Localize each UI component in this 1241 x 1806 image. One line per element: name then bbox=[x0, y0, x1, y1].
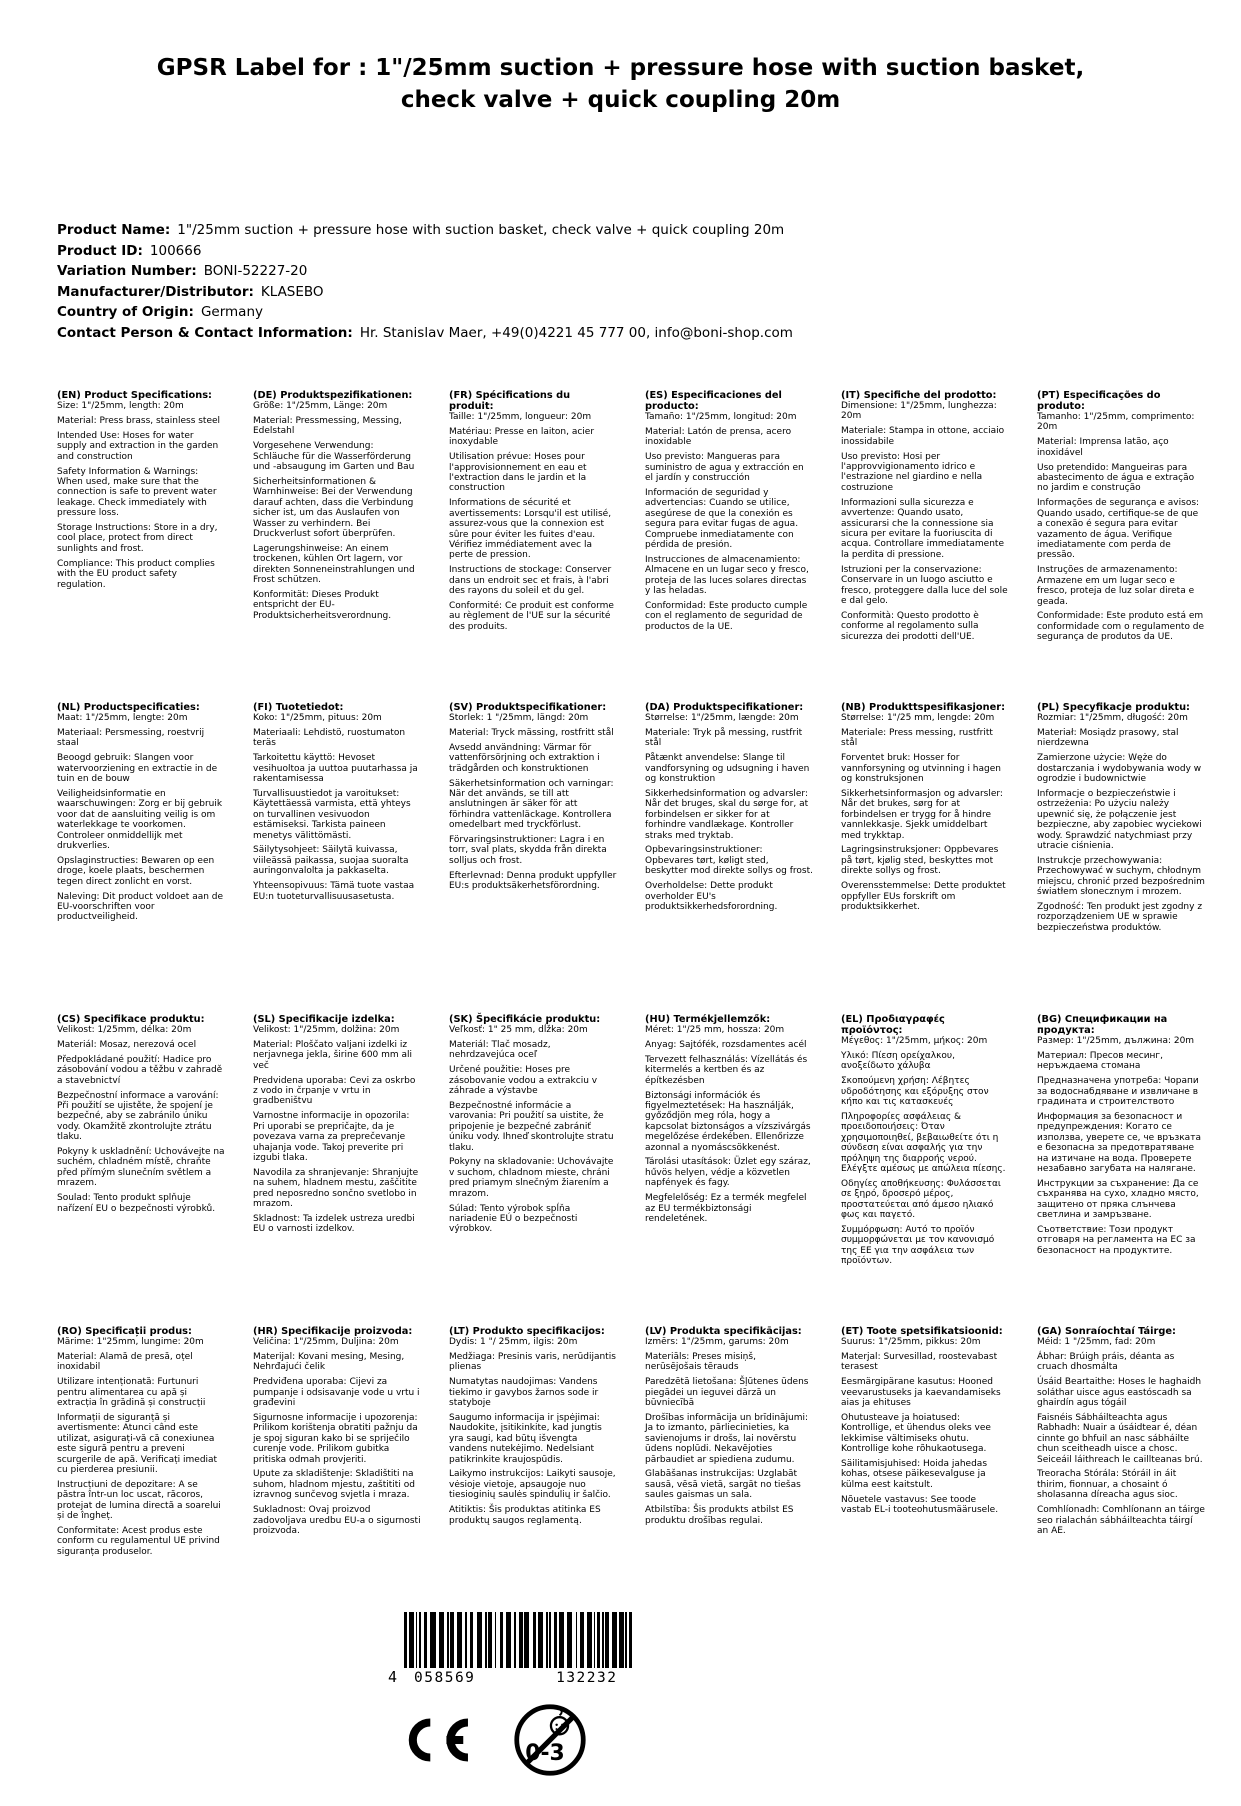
spec-paragraph: Anyag: Sajtófék, rozsdamentes acél bbox=[645, 1039, 807, 1050]
spec-paragraph: Material: Alamă de presă, oțel inoxidabil bbox=[57, 1351, 193, 1373]
lang-header-en: (EN) Product Specifications: bbox=[57, 390, 212, 401]
lang-block-lt bbox=[449, 1326, 617, 1562]
lang-block-da bbox=[645, 702, 813, 1014]
spec-paragraph: Efterlevnad: Denna produkt uppfyller EU:s produktsäkerhetsförordning. bbox=[449, 870, 617, 892]
barcode-digit-group-left: 058569 bbox=[414, 1670, 476, 1686]
spec-paragraph: Safety Information & Warnings: When used, make sure that the connection is safe to prevent water leakage. Check immediately with pressure loss. bbox=[57, 466, 217, 519]
spec-paragraph: Comhlíonadh: Comhlíonann an táirge seo rialachán sábháilteachta táirgí an AE. bbox=[1037, 1505, 1205, 1536]
lang-block-ga bbox=[1037, 1326, 1205, 1562]
spec-paragraph: Určené použitie: Hoses pre zásobovanie vodou a extrakciu v záhrade a výstavbe bbox=[449, 1065, 598, 1097]
lang-block-sv bbox=[449, 702, 617, 1014]
lang-header-cs: (CS) Specifikace produktu: bbox=[57, 1014, 205, 1025]
barcode-bar bbox=[619, 1612, 624, 1668]
barcode-bar bbox=[500, 1612, 503, 1668]
spec-paragraph: Numatytas naudojimas: Vandens tiekimo ir gavybos žarnos sode ir statyboje bbox=[449, 1377, 599, 1409]
barcode-digits bbox=[404, 1668, 633, 1686]
spec-paragraph: Sikkerhedsinformation og advarsler: Når det bruges, skal du sørge for, at forbindelsen er sikker for at forhindre vandlækage. Kontroller straks med tryktab. bbox=[645, 788, 809, 841]
spec-paragraph: Tárolási utasítások: Üzlet egy száraz, hűvös helyen, védje a közvetlen napfények és fagy. bbox=[645, 1157, 811, 1189]
spec-paragraph: Materiál: Tlač mosadz, nehrdzavejúca oceľ bbox=[449, 1039, 551, 1061]
spec-paragraph: Zamierzone użycie: Węże do dostarczania i wydobywania wody w ogrodzie i budownictwie bbox=[1037, 753, 1202, 785]
product-info bbox=[57, 220, 1187, 343]
lang-block-ro bbox=[57, 1326, 225, 1562]
spec-paragraph: Förvaringsinstruktioner: Lagra i en torr, sval plats, skydda från direkta solljus och frost. bbox=[449, 835, 607, 866]
spec-paragraph: Opslaginstructies: Bewaren op een droge, koele plaats, beschermen tegen direct zonlicht en vorst. bbox=[57, 855, 215, 887]
spec-paragraph: Materiaali: Lehdistö, ruostumaton teräs bbox=[253, 727, 406, 749]
spec-paragraph: Rozmiar: 1"/25mm, długość: 20m bbox=[1037, 713, 1188, 723]
spec-paragraph: Mărime: 1"25mm, lungime: 20m bbox=[57, 1337, 204, 1347]
barcode-bar bbox=[447, 1612, 449, 1668]
spec-paragraph: Koko: 1"/25mm, pituus: 20m bbox=[253, 713, 382, 723]
lang-header-hr: (HR) Specifikacije proizvoda: bbox=[253, 1326, 413, 1337]
spec-paragraph: Größe: 1"/25mm, Länge: 20m bbox=[253, 401, 388, 411]
spec-paragraph: Pokyny k uskladnění: Uchovávejte na suchém, chladném místě, chraňte před přímým slunečním světlem a mrazem. bbox=[57, 1147, 225, 1189]
barcode-bar bbox=[416, 1612, 418, 1668]
spec-paragraph: Material: Imprensa latão, aço inoxidável bbox=[1037, 437, 1169, 458]
manufacturer-line bbox=[57, 282, 1187, 303]
barcode-bar bbox=[519, 1612, 522, 1668]
spec-paragraph: Materiał: Mosiądz prasowy, stal nierdzewna bbox=[1037, 727, 1179, 749]
spec-paragraph: Megfelelőség: Ez a termék megfelel az EU termékbiztonsági rendeletének. bbox=[645, 1193, 807, 1224]
origin-line bbox=[57, 302, 1187, 323]
spec-paragraph: Compliance: This product complies with the EU product safety regulation. bbox=[57, 558, 215, 590]
spec-paragraph: Storage Instructions: Store in a dry, cool place, protect from direct sunlights and frost. bbox=[57, 523, 218, 554]
lang-header-da: (DA) Produktspecifikationer: bbox=[645, 702, 804, 713]
lang-header-lt: (LT) Produkto specifikacijos: bbox=[449, 1326, 605, 1337]
lang-body-et bbox=[841, 1337, 1009, 1516]
lang-block-hr bbox=[253, 1326, 421, 1562]
spec-paragraph: Μέγεθος: 1"/25mm, μήκος: 20m bbox=[841, 1036, 988, 1046]
spec-paragraph: Soulad: Tento produkt splňuje nařízení EU o bezpečnosti výrobků. bbox=[57, 1193, 216, 1214]
spec-paragraph: Størrelse: 1"/25mm, længde: 20m bbox=[645, 713, 799, 723]
barcode-digit-group-right: 132232 bbox=[556, 1670, 618, 1686]
spec-paragraph: Ábhar: Brúigh práis, déanta as cruach dhosmálta bbox=[1037, 1351, 1175, 1373]
spec-paragraph: Instrukcje przechowywania: Przechowywać w suchym, chłodnym miejscu, chronić przed bezpośrednim światłem słonecznym i mrozem. bbox=[1037, 855, 1205, 898]
contact-label: Contact Person & Contact Information: bbox=[57, 324, 353, 341]
lang-block-sk bbox=[449, 1014, 617, 1326]
lang-block-fi bbox=[253, 702, 421, 1014]
lang-block-en bbox=[57, 390, 225, 702]
lang-body-lt bbox=[449, 1337, 617, 1526]
lang-body-nl bbox=[57, 713, 225, 923]
lang-body-lv bbox=[645, 1337, 813, 1526]
spec-paragraph: Πληροφορίες ασφάλειας & προειδοποιήσεις: Όταν χρησιμοποιηθεί, βεβαιωθείτε ότι η σύνδεση είναι ασφαλής για την πρόληψη της διαρροής νερού. Ελέγξτε αμέσως με απώλεια πίεσης. bbox=[841, 1111, 1006, 1174]
barcode-bar bbox=[629, 1612, 632, 1668]
barcode bbox=[388, 1612, 688, 1686]
barcode-bar bbox=[424, 1612, 427, 1668]
spec-paragraph: Tamaño: 1"/25mm, longitud: 20m bbox=[645, 412, 797, 422]
spec-paragraph: Laikymo instrukcijos: Laikyti sausoje, vėsioje vietoje, apsaugoje nuo tiesioginių saulės spindulių ir šalčio. bbox=[449, 1469, 616, 1501]
spec-paragraph: Istruzioni per la conservazione: Conservare in un luogo asciutto e fresco, proteggere dalla luce del sole e dal gelo. bbox=[841, 564, 1008, 606]
lang-body-cs bbox=[57, 1025, 225, 1214]
gpsr-label-page bbox=[0, 52, 1241, 1806]
spec-paragraph: Υλικό: Πίεση ορείχαλκου, ανοξείδωτο χάλυβα bbox=[841, 1050, 955, 1072]
spec-paragraph: Instruções de armazenamento: Armazene em um lugar seco e fresco, proteja de luz solar direta e geada. bbox=[1037, 565, 1195, 607]
lang-block-nb bbox=[841, 702, 1009, 1014]
barcode-bar bbox=[439, 1612, 444, 1668]
lang-block-it bbox=[841, 390, 1009, 702]
lang-header-hu: (HU) Termékjellemzők: bbox=[645, 1014, 771, 1025]
barcode-bar bbox=[495, 1612, 497, 1668]
spec-paragraph: Instrucțiuni de depozitare: A se păstra într-un loc uscat, răcoros, protejat de lumina directă a soarelui și de îngheț. bbox=[57, 1479, 221, 1522]
spec-paragraph: Materiale: Tryk på messing, rustfrit stål bbox=[645, 727, 803, 749]
lang-body-ga bbox=[1037, 1337, 1205, 1536]
spec-paragraph: Materiaal: Persmessing, roestvrij staal bbox=[57, 727, 205, 749]
spec-paragraph: Instructions de stockage: Conserver dans un endroit sec et frais, à l'abri des rayons du soleil et du gel. bbox=[449, 565, 612, 597]
spec-paragraph: Conformità: Questo prodotto è conforme al regolamento sulla sicurezza dei prodotti dell'UE. bbox=[841, 610, 979, 642]
spec-paragraph: Pokyny na skladovanie: Uchovávajte v suchom, chladnom mieste, chráni pred priamym slnečným žiarením a mrazom. bbox=[449, 1157, 614, 1199]
barcode-bar bbox=[580, 1612, 583, 1668]
spec-paragraph: Tervezett felhasználás: Vízellátás és kitermelés a kertben és az építkezésben bbox=[645, 1054, 808, 1086]
spec-paragraph: Taille: 1"/25mm, longueur: 20m bbox=[449, 412, 592, 422]
spec-paragraph: Faisnéis Sábháilteachta agus Rabhadh: Nuair a úsáidtear é, déan cinnte go bhfuil an nasc sábháilte chun sceitheadh uisce a chosc. Seiceáil láithreach le caillteanas brú. bbox=[1037, 1412, 1203, 1465]
variation-number-line bbox=[57, 261, 1187, 282]
lang-block-sl bbox=[253, 1014, 421, 1326]
spec-paragraph: Размер: 1"/25mm, дължина: 20m bbox=[1037, 1036, 1195, 1046]
contact-line bbox=[57, 323, 1187, 344]
spec-paragraph: Utilisation prévue: Hoses pour l'approvisionnement en eau et l'extraction dans le jardin et la construction bbox=[449, 452, 587, 494]
lang-header-sv: (SV) Produktspecifikationer: bbox=[449, 702, 607, 713]
barcode-bar bbox=[524, 1612, 529, 1668]
spec-paragraph: Инструкции за съхранение: Да се съхранява на сухо, хладно място, защитено от пряка слънчева светлина и замръзване. bbox=[1037, 1178, 1199, 1221]
barcode-bar bbox=[419, 1612, 421, 1668]
lang-body-fi bbox=[253, 713, 421, 902]
barcode-bar bbox=[485, 1612, 487, 1668]
lang-header-pt: (PT) Especificações do produto: bbox=[1037, 390, 1161, 412]
spec-paragraph: Materiál: Mosaz, nerezová ocel bbox=[57, 1039, 197, 1050]
spec-paragraph: Материал: Пресов месинг, неръждаема стомана bbox=[1037, 1050, 1164, 1072]
spec-paragraph: Tamanho: 1"/25mm, comprimento: 20m bbox=[1037, 412, 1195, 433]
spec-paragraph: Material: Ploščato valjani izdelki iz nerjavnega jekla, širine 600 mm ali več bbox=[253, 1039, 413, 1071]
spec-paragraph: Sicherheitsinformationen & Warnhinweise: Bei der Verwendung darauf achten, dass die Verbindung sicher ist, um das Auslaufen von Wasser zu verhindern. Bei Druckverlust sofort überprüfen. bbox=[253, 476, 414, 539]
lang-body-fr bbox=[449, 412, 617, 632]
lang-header-es: (ES) Especificaciones del producto: bbox=[645, 390, 782, 412]
spec-paragraph: Treoracha Stórála: Stóráil in áit thirim, fionnuar, a chosaint ó sholasanna díreacha agus sioc. bbox=[1037, 1469, 1178, 1501]
variation-number-value: BONI-52227-20 bbox=[203, 263, 308, 279]
lang-body-pt bbox=[1037, 412, 1205, 643]
spec-paragraph: Súlad: Tento výrobok spĺňa nariadenie EÚ o bezpečnosti výrobkov. bbox=[449, 1203, 578, 1235]
spec-paragraph: Ohutusteave ja hoiatused: Kontrollige, et ühendus oleks vee lekkimise vältimiseks ohutu. Kontrollige kohe rõhukaotusega. bbox=[841, 1412, 991, 1455]
lang-header-bg: (BG) Спецификации на продукта: bbox=[1037, 1014, 1168, 1036]
spec-paragraph: Предназначена употреба: Чорапи за водоснабдяване и извличане в градината и строителството bbox=[1037, 1076, 1199, 1108]
spec-paragraph: Size: 1"/25mm, length: 20m bbox=[57, 401, 184, 411]
spec-paragraph: Medžiaga: Presinis varis, nerūdijantis plienas bbox=[449, 1351, 616, 1373]
spec-paragraph: Informații de siguranță și avertismente: Atunci când este utilizat, asigurați-vă că conexiunea este sigură pentru a preveni scurgerile de apă. Verificați imediat cu pierderea presiunii. bbox=[57, 1412, 218, 1475]
lang-block-el bbox=[841, 1014, 1009, 1326]
lang-body-el bbox=[841, 1036, 1009, 1267]
barcode-bars bbox=[404, 1612, 633, 1668]
spec-paragraph: Eesmärgipärane kasutus: Hooned veevarustuseks ja kaevandamiseks aias ja ehituses bbox=[841, 1377, 1001, 1409]
language-specs-grid bbox=[57, 390, 1205, 1562]
barcode-bar bbox=[612, 1612, 617, 1668]
age-warning-text: 0-3 bbox=[525, 1740, 565, 1766]
spec-paragraph: Σκοπούμενη χρήση: Λέβητες υδροδότησης και εξόρυξης στον κήπο και τις κατασκευές bbox=[841, 1076, 989, 1108]
spec-paragraph: Material: Latón de prensa, acero inoxidable bbox=[645, 426, 792, 448]
lang-block-pt bbox=[1037, 390, 1205, 702]
spec-paragraph: Uso previsto: Hosi per l'approvvigionamento idrico e l'estrazione nel giardino e nella costruzione bbox=[841, 451, 983, 493]
variation-number-label: Variation Number: bbox=[57, 263, 197, 279]
barcode-bar bbox=[554, 1612, 557, 1668]
lang-body-en bbox=[57, 401, 225, 590]
spec-paragraph: Påtænkt anvendelse: Slange til vandforsyning og udsugning i haven og konstruktion bbox=[645, 753, 810, 785]
barcode-bar bbox=[450, 1612, 453, 1668]
barcode-bar bbox=[597, 1612, 600, 1668]
lang-header-pl: (PL) Specyfikacje produktu: bbox=[1037, 702, 1190, 713]
spec-paragraph: Drošības informācija un brīdinājumi: Ja to izmanto, pārliecinieties, ka savienojums ir drošs, lai novērstu ūdens noplūdi. Nekavējoties pārbaudiet ar spiediena zudumu. bbox=[645, 1412, 809, 1465]
lang-body-ro bbox=[57, 1337, 225, 1557]
spec-paragraph: Overensstemmelse: Dette produktet oppfyller EUs forskrift om produktsikkerhet. bbox=[841, 881, 1006, 912]
lang-body-it bbox=[841, 401, 1009, 642]
spec-paragraph: Съответствие: Този продукт отговаря на регламента на ЕС за безопасност на продуктите. bbox=[1037, 1225, 1196, 1256]
spec-paragraph: Materiāls: Preses misiņš, nerūsējošais tērauds bbox=[645, 1351, 756, 1373]
barcode-bar bbox=[465, 1612, 467, 1668]
spec-paragraph: Información de seguridad y advertencias: Cuando se utilice, asegúrese de que la conexión es segura para evitar fugas de agua. Compruebe inmediatamente con pérdida de presión. bbox=[645, 487, 799, 550]
spec-paragraph: Atbilstība: Šis produkts atbilst ES produktu drošības regulai. bbox=[645, 1505, 794, 1526]
spec-paragraph: Material: Pressmessing, Messing, Edelstahl bbox=[253, 415, 402, 437]
spec-paragraph: Konformität: Dieses Produkt entspricht der EU-Produktsicherheitsverordnung. bbox=[253, 590, 392, 621]
spec-paragraph: Lagerungshinweise: An einem trockenen, kühlen Ort lagern, vor direkten Sonneneinstrahlungen und Frost schützen. bbox=[253, 543, 415, 586]
spec-paragraph: Avsedd användning: Värmar för vattenförsörjning och extraktion i trädgården och konstruktionen bbox=[449, 742, 600, 774]
spec-paragraph: Tarkoitettu käyttö: Hevoset vesihuoltoa ja uuttoa puutarhassa ja rakentamisessa bbox=[253, 753, 418, 785]
lang-header-de: (DE) Produktspezifikationen: bbox=[253, 390, 413, 401]
barcode-bar bbox=[546, 1612, 548, 1668]
spec-paragraph: Izmērs: 1"/25mm, garums: 20m bbox=[645, 1337, 789, 1347]
spec-paragraph: Predviđena uporaba: Cijevi za pumpanje i odsisavanje vode u vrtu i građevini bbox=[253, 1377, 420, 1409]
spec-paragraph: Upute za skladištenje: Skladištiti na suhom, hladnom mjestu, zaštititi od izravnog sunčevog svjetla i mraza. bbox=[253, 1469, 415, 1501]
spec-paragraph: Turvallisuustiedot ja varoitukset: Käytettäessä varmista, että yhteys on turvallinen vesivuodon estämiseksi. Tarkista paineen menetys välittömästi. bbox=[253, 788, 411, 841]
barcode-bar bbox=[576, 1612, 578, 1668]
product-name-line bbox=[57, 220, 1187, 241]
spec-paragraph: Předpokládané použití: Hadice pro zásobování vodou a těžbu v zahradě a stavebnictví bbox=[57, 1054, 223, 1086]
barcode-bar bbox=[587, 1612, 592, 1668]
barcode-bar bbox=[549, 1612, 551, 1668]
barcode-bar bbox=[477, 1612, 482, 1668]
spec-paragraph: Maat: 1"/25mm, lengte: 20m bbox=[57, 713, 188, 723]
barcode-bar bbox=[488, 1612, 491, 1668]
spec-paragraph: Dimensione: 1"/25mm, lunghezza: 20m bbox=[841, 401, 997, 422]
spec-paragraph: Overholdelse: Dette produkt overholder EU's produktsikkerhedsforordning. bbox=[645, 881, 778, 912]
spec-paragraph: Dydis: 1 "/ 25mm, ilgis: 20m bbox=[449, 1337, 578, 1347]
lang-body-pl bbox=[1037, 713, 1205, 933]
barcode-bar bbox=[625, 1612, 627, 1668]
age-warning-0-3-icon bbox=[512, 1702, 588, 1778]
spec-paragraph: Bezpečnostní informace a varování: Při použití se ujistěte, že spojení je bezpečné, aby se zabránilo úniku vody. Okamžitě zkontrolujte ztrátu tlaku. bbox=[57, 1090, 219, 1143]
barcode-bar bbox=[409, 1612, 414, 1668]
origin-value: Germany bbox=[200, 304, 263, 320]
spec-paragraph: Informações de segurança e avisos: Quando usado, certifique-se de que a conexão é segura para evitar vazamento de água. Verifique imediatamente com perda de pressão. bbox=[1037, 498, 1200, 561]
lang-body-sl bbox=[253, 1025, 421, 1235]
spec-paragraph: Sukladnost: Ovaj proizvod zadovoljava uredbu EU-a o sigurnosti proizvoda. bbox=[253, 1505, 421, 1536]
lang-body-bg bbox=[1037, 1036, 1205, 1256]
product-id-line bbox=[57, 241, 1187, 262]
spec-paragraph: Predvidena uporaba: Cevi za oskrbo z vodo in črpanje v vrtu in gradbeništvu bbox=[253, 1075, 416, 1107]
lang-body-hr bbox=[253, 1337, 421, 1536]
lang-header-et: (ET) Toote spetsifikatsioonid: bbox=[841, 1326, 1003, 1337]
barcode-bar bbox=[559, 1612, 564, 1668]
lang-body-es bbox=[645, 412, 813, 632]
conformity-marks bbox=[388, 1702, 688, 1778]
spec-paragraph: Méid: 1 "/25mm, fad: 20m bbox=[1037, 1337, 1156, 1347]
spec-paragraph: Saugumo informacija ir įspėjimai: Naudokite, įsitikinkite, kad jungtis yra saugi, kad būtų išvengta vandens nutekėjimo. Nedelsiant patikrinkite kraujospūdis. bbox=[449, 1412, 602, 1465]
page-title: GPSR Label for : 1"/25mm suction + pressure hose with suction basket, check valve + quick coupling 20m bbox=[156, 55, 1085, 114]
spec-paragraph: Navodila za shranjevanje: Shranjujte na suhem, hladnem mestu, zaščitite pred neposredno sončno svetlobo in mrazom. bbox=[253, 1167, 419, 1210]
spec-paragraph: Materiale: Stampa in ottone, acciaio inossidabile bbox=[841, 426, 1005, 447]
spec-paragraph: Συμμόρφωση: Αυτό το προϊόν συμμορφώνεται με τον κανονισμό της ΕΕ για την ασφάλεια των προϊόντων. bbox=[841, 1225, 995, 1267]
spec-paragraph: Intended Use: Hoses for water supply and extraction in the garden and construction bbox=[57, 430, 219, 462]
spec-paragraph: Informacje o bezpieczeństwie i ostrzeżenia: Po użyciu należy upewnić się, że połączenie jest bezpieczne, aby zapobiec wyciekowi wody. Sprawdzić natychmiast przy utracie ciśnienia. bbox=[1037, 788, 1202, 851]
spec-paragraph: Velikost: 1"/25mm, dolžina: 20m bbox=[253, 1025, 400, 1035]
spec-paragraph: Zgodność: Ten produkt jest zgodny z rozporządzeniem UE w sprawie bezpieczeństwa produktów. bbox=[1037, 902, 1203, 933]
lang-block-hu bbox=[645, 1014, 813, 1326]
spec-paragraph: Storlek: 1 "/25mm, längd: 20m bbox=[449, 713, 589, 723]
lang-header-it: (IT) Specifiche del prodotto: bbox=[841, 390, 997, 401]
spec-paragraph: Úsáid Beartaithe: Hoses le haghaidh soláthar uisce agus eastóscadh sa ghairdín agus tógáil bbox=[1037, 1377, 1202, 1409]
spec-paragraph: Lagringsinstruksjoner: Oppbevares på tørt, kjølig sted, beskyttes mot direkte sollys og frost. bbox=[841, 845, 999, 877]
barcode-bar bbox=[594, 1612, 596, 1668]
origin-label: Country of Origin: bbox=[57, 304, 194, 320]
barcode-main bbox=[404, 1612, 633, 1686]
lang-header-nb: (NB) Produkttspesifikasjoner: bbox=[841, 702, 1005, 713]
spec-paragraph: Veľkosť: 1" 25 mm, dĺžka: 20m bbox=[449, 1025, 588, 1035]
lang-block-de bbox=[253, 390, 421, 702]
lang-header-ga: (GA) Sonraíochtaí Táirge: bbox=[1037, 1326, 1176, 1337]
lang-body-da bbox=[645, 713, 813, 912]
lang-block-cs bbox=[57, 1014, 225, 1326]
barcode-bar bbox=[470, 1612, 473, 1668]
spec-paragraph: Säilitamisjuhised: Hoida jahedas kohas, otsese päikesevalguse ja külma eest kaitstult. bbox=[841, 1459, 988, 1490]
spec-paragraph: Conformidade: Este produto está em conformidade com o regulamento de segurança de produtos da UE. bbox=[1037, 611, 1205, 643]
spec-paragraph: Naleving: Dit product voldoet aan de EU-voorschriften voor productveiligheid. bbox=[57, 891, 224, 923]
spec-paragraph: Informations de sécurité et avertissements: Lorsqu'il est utilisé, assurez-vous que la connexion est sûre pour éviter les fuites d'eau. Vérifiez immédiatement avec la perte de pression. bbox=[449, 498, 612, 561]
product-id-label: Product ID: bbox=[57, 242, 143, 259]
barcode-bar bbox=[533, 1612, 536, 1668]
lang-block-fr bbox=[449, 390, 617, 702]
spec-paragraph: Suurus: 1"/25mm, pikkus: 20m bbox=[841, 1337, 981, 1347]
manufacturer-value: KLASEBO bbox=[260, 283, 324, 300]
lang-block-lv bbox=[645, 1326, 813, 1562]
lang-block-nl bbox=[57, 702, 225, 1014]
lang-body-de bbox=[253, 401, 421, 621]
lang-block-pl bbox=[1037, 702, 1205, 1014]
lang-header-fi: (FI) Tuotetiedot: bbox=[253, 702, 344, 713]
spec-paragraph: Conformidad: Este producto cumple con el reglamento de seguridad de productos de la UE. bbox=[645, 601, 808, 632]
barcode-bar bbox=[430, 1612, 435, 1668]
lang-body-sv bbox=[449, 713, 617, 892]
barcode-bar bbox=[457, 1612, 462, 1668]
spec-paragraph: Οδηγίες αποθήκευσης: Φυλάσσεται σε ξηρό, δροσερό μέρος, προστατεύεται από άμεσο ηλιακό φως και παγετό. bbox=[841, 1178, 1001, 1221]
barcode-bar bbox=[602, 1612, 604, 1668]
product-name-value: 1"/25mm suction + pressure hose with suction basket, check valve + quick coupling 20m bbox=[177, 222, 785, 238]
lang-block-bg bbox=[1037, 1014, 1205, 1326]
spec-paragraph: Sikkerhetsinformasjon og advarsler: Når det brukes, sørg for at forbindelsen er trygg for å hindre vannlekkasje. Sjekk umiddelbart med trykktap. bbox=[841, 788, 1003, 841]
barcode-bar bbox=[514, 1612, 516, 1668]
spec-paragraph: Veiligheidsinformatie en waarschuwingen: Zorg er bij gebruik voor dat de aansluiting veilig is om waterlekkage te voorkomen. Controleer onmiddellijk met drukverlies. bbox=[57, 788, 223, 851]
barcode-leading-digit: 4 bbox=[388, 1668, 398, 1686]
spec-paragraph: Instrucciones de almacenamiento: Almacene en un lugar seco y fresco, proteja de las luces solares directas y las heladas. bbox=[645, 554, 809, 597]
lang-header-el: (EL) Προδιαγραφές προϊόντος: bbox=[841, 1014, 945, 1036]
spec-paragraph: Varnostne informacije in opozorila: Pri uporabi se prepričajte, da je povezava varna za preprečevanje uhajanja vode. Takoj preverite pri izgubi tlaka. bbox=[253, 1111, 410, 1163]
spec-paragraph: Materiale: Press messing, rustfritt stål bbox=[841, 727, 993, 749]
spec-paragraph: Glabāšanas instrukcijas: Uzglabāt sausā, vēsā vietā, sargāt no tiešas saules gaismas un sala. bbox=[645, 1469, 801, 1501]
barcode-bar bbox=[538, 1612, 543, 1668]
spec-paragraph: Vorgesehene Verwendung: Schläuche für die Wasserförderung und -absaugung im Garten und Bau bbox=[253, 441, 415, 473]
spec-paragraph: Atitiktis: Šis produktas atitinka ES produktų saugos reglamentą. bbox=[449, 1505, 601, 1526]
lang-header-ro: (RO) Specificații produs: bbox=[57, 1326, 192, 1337]
spec-paragraph: Sigurnosne informacije i upozorenja: Prilikom korištenja obratiti pažnju da je spoj siguran kako bi se spriječilo curenje vode. Prilikom gubitka pritiska odmah provjeriti. bbox=[253, 1412, 418, 1465]
spec-paragraph: Informazioni sulla sicurezza e avvertenze: Quando usato, assicurarsi che la connessione sia sicura per evitare la fuoriuscita di acqua. Controllare immediatamente la perdita di pressione. bbox=[841, 497, 1004, 560]
ce-mark-icon bbox=[398, 1717, 472, 1763]
spec-paragraph: Säilytysohjeet: Säilytä kuivassa, viileässä paikassa, suojaa suoralta auringonvalolta ja pakkaselta. bbox=[253, 845, 409, 877]
manufacturer-label: Manufacturer/Distributor: bbox=[57, 283, 254, 300]
spec-paragraph: Uso pretendido: Mangueiras para abastecimento de água e extração no jardim e construção bbox=[1037, 462, 1195, 494]
product-name-label: Product Name: bbox=[57, 222, 171, 238]
spec-paragraph: Material: Tryck mässing, rostfritt stål bbox=[449, 727, 614, 738]
spec-paragraph: Skladnost: Ta izdelek ustreza uredbi EU o varnosti izdelkov. bbox=[253, 1214, 415, 1235]
spec-paragraph: Conformité: Ce produit est conforme au règlement de l'UE sur la sécurité des produits. bbox=[449, 601, 614, 632]
spec-paragraph: Nõuetele vastavus: See toode vastab EL-i tooteohutusmäärusele. bbox=[841, 1494, 999, 1516]
lang-header-sk: (SK) Špecifikácie produktu: bbox=[449, 1014, 601, 1025]
contact-value: Hr. Stanislav Maer, +49(0)4221 45 777 00, info@boni-shop.com bbox=[359, 324, 793, 341]
spec-paragraph: Material: Press brass, stainless steel bbox=[57, 415, 221, 426]
spec-paragraph: Biztonsági információk és figyelmeztetések: Ha használják, győződjön meg róla, hogy a kapcsolat biztonságos a vízszivárgás megelőzése érdekében. Ellenőrizze azonnal a nyomáscsökkenést. bbox=[645, 1090, 811, 1153]
spec-paragraph: Forventet bruk: Hosser for vannforsyning og utvinning i hagen og konstruksjonen bbox=[841, 753, 1001, 785]
spec-paragraph: Информация за безопасност и предупреждения: Когато се използва, уверете се, че връзката е безопасна за предотвратяване на изтичане на вода. Проверете незабавно загубата на налягане. bbox=[1037, 1111, 1201, 1174]
lang-header-sl: (SL) Specifikacije izdelka: bbox=[253, 1014, 395, 1025]
spec-paragraph: Uso previsto: Mangueras para suministro de agua y extracción en el jardín y construcción bbox=[645, 452, 804, 484]
lang-header-fr: (FR) Spécifications du produit: bbox=[449, 390, 571, 412]
spec-paragraph: Yhteensopivuus: Tämä tuote vastaa EU:n tuoteturvallisuusasetusta. bbox=[253, 881, 415, 902]
barcode-bar bbox=[567, 1612, 572, 1668]
lang-body-nb bbox=[841, 713, 1009, 912]
footer bbox=[388, 1612, 688, 1778]
lang-block-et bbox=[841, 1326, 1009, 1562]
barcode-bar bbox=[605, 1612, 608, 1668]
lang-header-lv: (LV) Produkta specifikācijas: bbox=[645, 1326, 802, 1337]
barcode-bar bbox=[404, 1612, 407, 1668]
spec-paragraph: Conformitate: Acest produs este conform cu regulamentul UE privind siguranța produselor. bbox=[57, 1526, 220, 1557]
spec-paragraph: Størrelse: 1"/25 mm, lengde: 20m bbox=[841, 713, 995, 723]
lang-body-hu bbox=[645, 1025, 813, 1224]
lang-header-nl: (NL) Productspecificaties: bbox=[57, 702, 200, 713]
barcode-bar bbox=[506, 1612, 511, 1668]
spec-paragraph: Matériau: Presse en laiton, acier inoxydable bbox=[449, 426, 595, 448]
spec-paragraph: Méret: 1"/25 mm, hossza: 20m bbox=[645, 1025, 785, 1035]
spec-paragraph: Säkerhetsinformation och varningar: När det används, se till att anslutningen är säker för att förhindra vattenläckage. Kontrollera omedelbart med tryckförlust. bbox=[449, 778, 614, 831]
spec-paragraph: Materijal: Kovani mesing, Mesing, Nehrđajući čelik bbox=[253, 1351, 405, 1373]
spec-paragraph: Opbevaringsinstruktioner: Opbevares tørt, køligt sted, beskytter mod direkte sollys og frost. bbox=[645, 845, 813, 877]
spec-paragraph: Bezpečnostné informácie a varovania: Pri použití sa uistite, že pripojenie je bezpečné zabrániť úniku vody. Ihneď skontrolujte stratu tlaku. bbox=[449, 1100, 614, 1153]
spec-paragraph: Veličina: 1"/25mm, Duljina: 20m bbox=[253, 1337, 399, 1347]
spec-paragraph: Paredzētā lietošana: Šļūtenes ūdens piegādei un ieguvei dārzā un būvniecībā bbox=[645, 1377, 809, 1409]
lang-block-es bbox=[645, 390, 813, 702]
spec-paragraph: Materjal: Survesillad, roostevabast terasest bbox=[841, 1351, 998, 1373]
lang-body-sk bbox=[449, 1025, 617, 1235]
spec-paragraph: Beoogd gebruik: Slangen voor watervoorziening en extractie in de tuin en de bouw bbox=[57, 753, 218, 785]
spec-paragraph: Velikost: 1/25mm, délka: 20m bbox=[57, 1025, 192, 1035]
product-id-value: 100666 bbox=[149, 242, 202, 259]
spec-paragraph: Utilizare intenționată: Furtunuri pentru alimentarea cu apă și extracția în grădină și construcții bbox=[57, 1377, 206, 1409]
